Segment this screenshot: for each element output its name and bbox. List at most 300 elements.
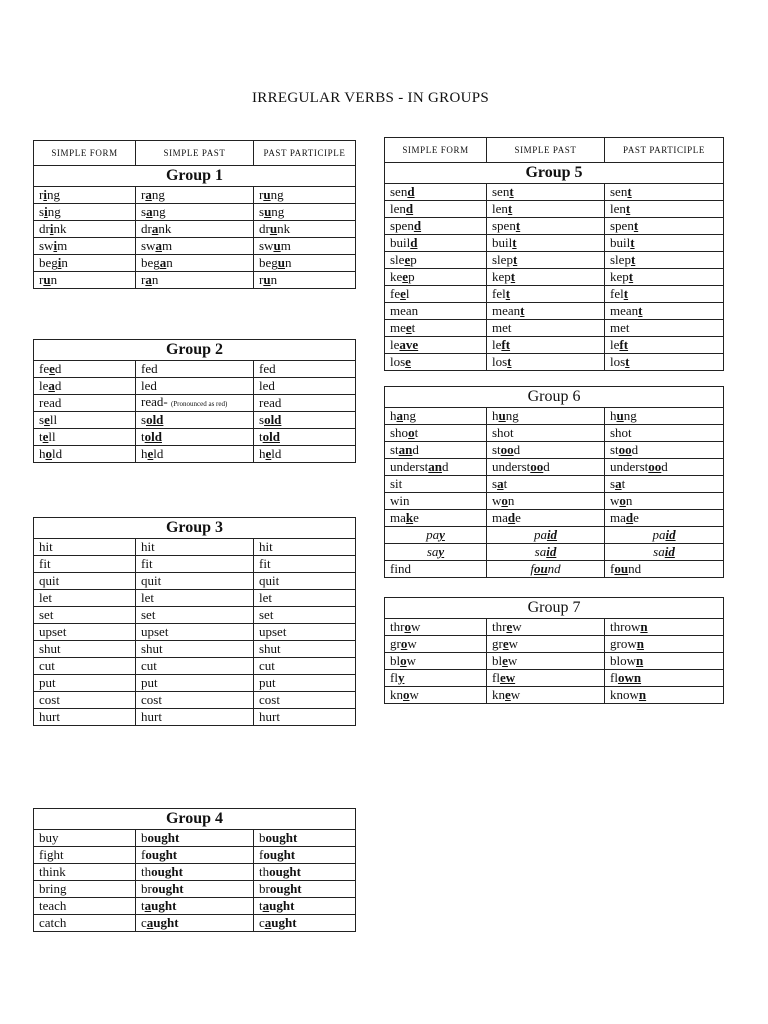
verb-text: fit — [39, 556, 51, 571]
verb-text: spen — [390, 218, 414, 233]
verb-text: sa — [426, 544, 439, 559]
emphasis-letters: d — [407, 184, 415, 199]
verb-text: p — [408, 269, 415, 284]
verb-row — [385, 218, 724, 235]
emphasis-letters: u — [269, 221, 278, 236]
emphasis-letters: old — [144, 429, 162, 444]
verb-text: st — [390, 442, 399, 457]
verb-cell-past-participle — [254, 692, 356, 709]
verb-cell-simple-past — [136, 915, 254, 932]
emphasis-letters: k — [405, 510, 414, 525]
verb-cell-simple-past — [136, 830, 254, 847]
group-title-row — [385, 387, 724, 408]
verb-row — [385, 235, 724, 252]
verb-cell-simple-past — [487, 493, 605, 510]
verb-cell-simple-form — [34, 830, 136, 847]
verb-text: st — [610, 442, 619, 457]
verb-text: t — [414, 425, 419, 440]
verb-row — [385, 493, 724, 510]
verb-row — [34, 590, 356, 607]
verb-text: fed — [259, 361, 276, 376]
verb-cell-simple-form — [385, 459, 487, 476]
verb-text: le — [492, 337, 502, 352]
verb-text: fe — [39, 361, 50, 376]
emphasis-letters: u — [616, 408, 624, 423]
verb-cell-past-participle — [605, 269, 724, 286]
verb-row — [34, 658, 356, 675]
verb-row — [385, 252, 724, 269]
verb-text: sit — [390, 476, 403, 491]
verb-cell-past-participle — [254, 624, 356, 641]
verb-cell-past-participle — [605, 252, 724, 269]
emphasis-letters: e — [405, 320, 412, 335]
verb-text: thr — [390, 619, 405, 634]
verb-cell-past-participle — [605, 636, 724, 653]
emphasis-letters: u — [273, 238, 281, 253]
verb-text: w — [406, 653, 417, 668]
verb-text: shut — [259, 641, 281, 656]
verb-cell-simple-past — [487, 337, 605, 354]
verb-text: m — [57, 238, 68, 253]
verb-text: quit — [259, 573, 280, 588]
verb-text: l — [405, 286, 410, 301]
verb-text: w — [507, 653, 518, 668]
group-title: Group 5 — [385, 163, 724, 184]
verb-row — [34, 395, 356, 412]
emphasis-letters: o — [501, 493, 508, 508]
verb-cell-simple-past — [136, 378, 254, 395]
verb-text: r — [141, 187, 146, 202]
verb-cell-simple-past — [487, 476, 605, 493]
verb-row — [385, 425, 724, 442]
emphasis-letters: o — [619, 493, 626, 508]
verb-text: nk — [277, 221, 291, 236]
emphasis-letters: t — [512, 235, 517, 250]
verb-text: ought — [145, 847, 178, 862]
verb-text: d — [513, 442, 521, 457]
verb-cell-simple-past — [136, 847, 254, 864]
group-title-row — [34, 166, 356, 187]
verb-text: w — [510, 687, 521, 702]
verb-cell-past-participle — [254, 272, 356, 289]
verb-text: d — [54, 361, 62, 376]
verb-cell-simple-past — [136, 898, 254, 915]
verb-cell-past-participle — [254, 395, 356, 412]
verb-text: h — [141, 446, 148, 461]
verb-text: nd — [628, 561, 642, 576]
verb-text: win — [390, 493, 410, 508]
verb-row — [34, 221, 356, 238]
verb-text: r — [141, 272, 146, 287]
verb-cell-simple-form — [385, 544, 487, 561]
emphasis-letters: u — [43, 272, 51, 287]
verb-text: let — [141, 590, 154, 605]
verb-text: h — [390, 408, 397, 423]
verb-text: fl — [610, 670, 618, 685]
verb-cell-simple-past — [136, 446, 254, 463]
verb-cell-simple-past — [487, 184, 605, 201]
verb-text: buil — [492, 235, 513, 250]
verb-text: ll — [48, 429, 56, 444]
verb-text: think — [39, 864, 66, 879]
verb-text: ought — [265, 830, 298, 845]
verb-text: me — [390, 320, 406, 335]
verb-text: teach — [39, 898, 67, 913]
verb-text: set — [39, 607, 54, 622]
emphasis-letters: t — [623, 286, 629, 301]
verb-cell-simple-form — [385, 653, 487, 670]
verb-text: e — [515, 510, 521, 525]
verb-text: e — [633, 510, 639, 525]
verb-text: s — [259, 204, 265, 219]
emphasis-letters: oo — [530, 459, 544, 474]
verb-text: read — [259, 395, 282, 410]
verb-cell-past-participle — [254, 881, 356, 898]
emphasis-letters: o — [403, 687, 410, 702]
verb-text: ought — [269, 864, 301, 879]
verb-cell-simple-past — [136, 607, 254, 624]
verb-cell-simple-form — [34, 641, 136, 658]
emphasis-letters: ou — [533, 561, 548, 576]
verb-text: e — [413, 510, 419, 525]
verb-text: s — [492, 476, 498, 491]
group-4-table — [33, 808, 356, 932]
verb-text: t — [141, 429, 145, 444]
verb-cell-past-participle — [605, 235, 724, 252]
emphasis-letters: id — [546, 527, 558, 542]
verb-cell-simple-past — [487, 670, 605, 687]
verb-cell-simple-form — [34, 187, 136, 204]
emphasis-letters: id — [665, 527, 676, 542]
emphasis-letters: n — [636, 636, 644, 651]
verb-text: thr — [492, 619, 507, 634]
emphasis-letters: t — [510, 269, 516, 284]
verb-cell-past-participle — [605, 218, 724, 235]
verb-text: slep — [492, 252, 513, 267]
emphasis-letters: o — [45, 446, 52, 461]
verb-text: buil — [390, 235, 411, 250]
verb-cell-past-participle — [254, 847, 356, 864]
verb-text: kn — [390, 687, 403, 702]
verb-cell-simple-form — [34, 395, 136, 412]
group-1-table — [33, 140, 356, 289]
verb-cell-simple-past — [487, 408, 605, 425]
verb-cell-simple-form — [34, 898, 136, 915]
verb-cell-simple-past — [136, 590, 254, 607]
verb-cell-past-participle — [254, 864, 356, 881]
verb-text: ll — [49, 412, 58, 427]
verb-cell-simple-form — [34, 864, 136, 881]
verb-cell-simple-form — [385, 636, 487, 653]
verb-text: w — [508, 636, 519, 651]
verb-cell-past-participle — [605, 510, 724, 527]
verb-row — [385, 459, 724, 476]
verb-row — [385, 527, 724, 544]
verb-text: dr — [39, 221, 50, 236]
verb-cell-simple-past — [136, 624, 254, 641]
verb-text: d — [543, 459, 550, 474]
column-header-simple-form: SIMPLE FORM — [34, 141, 136, 166]
verb-text: s — [39, 204, 45, 219]
verb-text: d — [661, 459, 668, 474]
verb-cell-simple-form — [34, 539, 136, 556]
verb-text: s — [141, 204, 147, 219]
verb-row — [34, 915, 356, 932]
verb-cell-simple-form — [385, 425, 487, 442]
verb-row — [385, 303, 724, 320]
verb-text: c — [259, 915, 265, 930]
verb-text: t — [259, 429, 263, 444]
emphasis-letters: y — [397, 670, 405, 685]
verb-cell-past-participle — [254, 675, 356, 692]
verb-cell-past-participle — [254, 830, 356, 847]
verb-row — [385, 619, 724, 636]
emphasis-letters: e — [502, 653, 508, 668]
verb-row — [385, 670, 724, 687]
verb-text: n — [166, 255, 173, 270]
verb-text: spen — [610, 218, 634, 233]
verb-cell-past-participle — [605, 184, 724, 201]
verb-text: hit — [141, 539, 155, 554]
emphasis-letters: t — [630, 235, 635, 250]
verb-cell-past-participle — [254, 429, 356, 446]
verb-text: le — [39, 378, 49, 393]
verb-cell-past-participle — [605, 527, 724, 544]
verb-text: los — [390, 354, 406, 369]
verb-text: fight — [39, 847, 64, 862]
verb-text: blow — [610, 653, 636, 668]
verb-cell-past-participle — [605, 303, 724, 320]
emphasis-letters: i — [53, 238, 58, 253]
group-title-row — [34, 340, 356, 361]
verb-cell-past-participle — [254, 221, 356, 238]
verb-cell-simple-past — [136, 692, 254, 709]
verb-text: led — [259, 378, 275, 393]
emphasis-letters: e — [42, 429, 49, 444]
verb-text: set — [259, 607, 274, 622]
emphasis-letters: t — [507, 201, 513, 216]
emphasis-letters: a — [146, 915, 154, 930]
verb-text: f — [530, 561, 534, 576]
emphasis-letters: n — [638, 687, 647, 702]
verb-cell-simple-form — [34, 624, 136, 641]
verb-text: ought — [151, 881, 184, 896]
verb-text: br — [259, 881, 270, 896]
verb-row — [385, 286, 724, 303]
verb-cell-simple-past — [136, 429, 254, 446]
emphasis-letters: t — [627, 184, 632, 199]
verb-cell-past-participle — [605, 619, 724, 636]
emphasis-letters: i — [43, 187, 47, 202]
verb-cell-past-participle — [605, 442, 724, 459]
emphasis-letters: i — [44, 204, 48, 219]
verb-cell-simple-past — [136, 573, 254, 590]
emphasis-letters: t — [515, 218, 521, 233]
verb-text: put — [39, 675, 56, 690]
verb-row — [34, 881, 356, 898]
verb-cell-simple-form — [385, 408, 487, 425]
verb-cell-simple-past — [487, 303, 605, 320]
verb-text: h — [259, 446, 266, 461]
column-header-past-participle: PAST PARTICIPLE — [254, 141, 356, 166]
emphasis-letters: u — [498, 408, 506, 423]
verb-cell-simple-form — [385, 510, 487, 527]
verb-cell-simple-form — [34, 204, 136, 221]
verb-row — [34, 556, 356, 573]
verb-text: t — [141, 898, 145, 913]
emphasis-letters: d — [405, 201, 414, 216]
verb-text: p — [410, 252, 417, 267]
verb-cell-simple-form — [34, 221, 136, 238]
verb-cell-past-participle — [254, 204, 356, 221]
verb-cell-past-participle — [605, 320, 724, 337]
verb-cell-simple-form — [34, 429, 136, 446]
verb-text: fed — [141, 361, 158, 376]
column-header-simple-past: SIMPLE PAST — [487, 138, 605, 163]
verb-cell-past-participle — [605, 476, 724, 493]
verb-text: len — [390, 201, 406, 216]
verb-cell-past-participle — [605, 408, 724, 425]
verb-cell-past-participle — [605, 561, 724, 578]
emphasis-letters: own — [617, 670, 642, 685]
page-title: IRREGULAR VERBS - IN GROUPS — [251, 90, 490, 106]
column-header-simple-past: SIMPLE PAST — [136, 141, 254, 166]
verb-cell-simple-form — [34, 255, 136, 272]
verb-text: los — [492, 354, 508, 369]
verb-text: t — [259, 898, 263, 913]
verb-text: ng — [46, 187, 60, 202]
verb-cell-simple-form — [34, 446, 136, 463]
verb-text: d — [54, 378, 62, 393]
verb-cell-simple-form — [385, 442, 487, 459]
verb-row — [34, 692, 356, 709]
emphasis-letters: n — [640, 619, 648, 634]
emphasis-letters: a — [396, 408, 403, 423]
verb-text: t — [39, 429, 43, 444]
verb-text: s — [259, 412, 265, 427]
verb-cell-simple-past — [136, 187, 254, 204]
emphasis-letters: d — [413, 218, 422, 233]
verb-text: b — [141, 830, 148, 845]
verb-text: spen — [492, 218, 516, 233]
verb-cell-simple-form — [34, 238, 136, 255]
verb-text: cost — [259, 692, 280, 707]
verb-text: t — [411, 320, 416, 335]
verb-text: hurt — [39, 709, 60, 724]
emphasis-letters: ave — [399, 337, 419, 352]
emphasis-letters: i — [57, 255, 62, 270]
verb-cell-simple-past — [487, 201, 605, 218]
verb-cell-simple-form — [34, 361, 136, 378]
verb-text: throw — [610, 619, 641, 634]
verb-text: sw — [39, 238, 54, 253]
verb-text: mean — [390, 303, 419, 318]
verb-text: fl — [492, 670, 500, 685]
verb-text: ought — [269, 881, 302, 896]
verb-text: sa — [534, 544, 547, 559]
emphasis-letters: t — [505, 286, 511, 301]
verb-cell-past-participle — [605, 337, 724, 354]
verb-text: fit — [259, 556, 271, 571]
verb-cell-simple-form — [34, 692, 136, 709]
emphasis-letters: a — [48, 378, 55, 393]
emphasis-letters: o — [400, 636, 408, 651]
verb-text: sho — [390, 425, 409, 440]
verb-text: bring — [39, 881, 67, 896]
emphasis-letters: t — [628, 269, 634, 284]
verb-cell-past-participle — [254, 361, 356, 378]
group-title: Group 1 — [34, 166, 356, 187]
verb-text: ng — [271, 204, 285, 219]
verb-text: r — [259, 187, 264, 202]
verb-text: dr — [141, 221, 152, 236]
verb-row — [34, 187, 356, 204]
verb-text: ought — [147, 830, 180, 845]
verb-text: pa — [652, 527, 666, 542]
verb-text: quit — [141, 573, 162, 588]
emphasis-letters: a — [497, 476, 504, 491]
verb-cell-simple-form — [385, 670, 487, 687]
verb-row — [385, 269, 724, 286]
verb-row — [385, 687, 724, 704]
verb-cell-past-participle — [605, 544, 724, 561]
verb-text: n — [50, 272, 58, 287]
verb-text: cut — [39, 658, 55, 673]
emphasis-letters: id — [664, 544, 675, 559]
verb-row — [385, 337, 724, 354]
verb-text: r — [39, 187, 44, 202]
verb-cell-simple-past — [136, 395, 254, 412]
verb-cell-simple-form — [385, 201, 487, 218]
verb-text: sen — [390, 184, 408, 199]
verb-cell-simple-form — [34, 272, 136, 289]
verb-text: w — [610, 493, 620, 508]
verb-cell-past-participle — [605, 493, 724, 510]
verb-text: shot — [492, 425, 514, 440]
pronunciation-note: (Pronounced as red) — [170, 400, 228, 408]
verb-cell-simple-past — [487, 218, 605, 235]
verb-text: h — [39, 446, 46, 461]
verb-text: s — [39, 412, 45, 427]
verb-text: b — [259, 830, 266, 845]
emphasis-letters: y — [439, 527, 445, 542]
verb-text: nk — [158, 221, 172, 236]
verb-text: fel — [610, 286, 624, 301]
verb-cell-simple-form — [34, 556, 136, 573]
emphasis-letters: u — [263, 272, 271, 287]
emphasis-letters: e — [49, 361, 55, 376]
verb-cell-past-participle — [254, 238, 356, 255]
group-3-table — [33, 517, 356, 726]
verb-text: m — [280, 238, 291, 253]
verb-cell-simple-past — [487, 527, 605, 544]
verb-row — [34, 864, 356, 881]
verb-row — [385, 561, 724, 578]
verb-text: ught — [153, 915, 179, 930]
emphasis-letters: e — [502, 636, 509, 651]
verb-text: upset — [259, 624, 287, 639]
verb-text: dr — [259, 221, 270, 236]
emphasis-letters: old — [262, 429, 280, 444]
verb-cell-past-participle — [254, 446, 356, 463]
verb-cell-simple-past — [136, 658, 254, 675]
verb-text: cost — [39, 692, 60, 707]
verb-text: grow — [610, 636, 637, 651]
verb-row — [34, 641, 356, 658]
verb-cell-simple-past — [487, 687, 605, 704]
verb-row — [34, 539, 356, 556]
verb-cell-simple-form — [385, 286, 487, 303]
